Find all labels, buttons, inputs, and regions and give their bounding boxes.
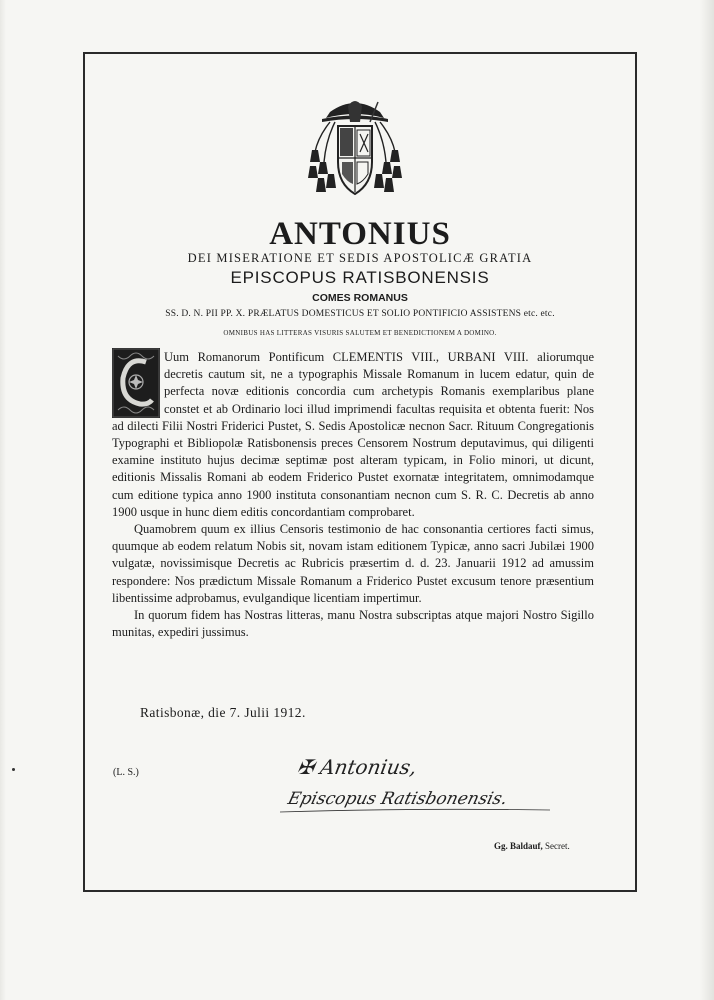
title-line-dei-gratia: DEI MISERATIONE ET SEDIS APOSTOLICÆ GRATIA [187, 251, 533, 265]
signature-line-1: ✠ Antonius, [295, 755, 419, 779]
locus-sigilli: (L. S.) [113, 767, 139, 778]
bishop-name-heading: ANTONIUS [269, 216, 451, 252]
secretary-signature [494, 841, 570, 851]
handwritten-signature [260, 752, 570, 822]
secretary-title: Secret. [545, 841, 570, 851]
coat-of-arms-icon [300, 92, 410, 204]
signature-line-2: Episcopus Ratisbonensis. [285, 789, 510, 809]
paragraph-2: Quamobrem quum ex illius Censoris testimonio de hac consonantia certiores facti simus, quumque ab eodem relatum Nobis sit, novam istam editionem Typicæ, anno sacri Jubilæi 1900 vulgatæ, novissimisque Decretis ac Rubricis præsertim d. d. 23. Januarii 1912 ad amussim respondere: Nos prædictum Missale Romanum a Friderico Pustet excusum tenore præsentium libentissime adprobamus, evulgandique licentiam impertimur. [112, 522, 594, 605]
paragraph-1: Uum Romanorum Pontificum CLEMENTIS VIII., URBANI VIII. aliorumque decretis cautum sit, ne a typographis Missale Romanum in lucem edatur, quin de perfecta novæ editionis concordia cum archetypis Romanis exemplaribus plane constet et ab Ordinario loci illud imprimendi facultas requisita et obtenta fuerit: Nos ad dilecti Filii Nostri Friderici Pustet, S. Sedis Apostolicæ necnon Sacr. Rituum Congregationis Typographi et Bibliopolæ Ratisbonensis preces Censorem Nostrum deputavimus, qui diligenti examine instituto hujus decimæ septimæ post alteram typicam, in Folio minori, ut dicunt, editionis Missalis Romani ab eodem Friderico Pustet exornatæ integritatem, omnimodamque cum editione typica anno 1900 instituta consonantiam necnon cum S. R. C. Decretis ab anno 1900 usque in hunc diem editis concordantiam comprobaret. [112, 350, 594, 519]
title-line-praelatus: SS. D. N. PII PP. X. PRÆLATUS DOMESTICUS ET SOLIO PONTIFICIO ASSISTENS etc. etc. [165, 309, 555, 319]
illuminated-initial [112, 348, 160, 418]
decree-date: Ratisbonæ, die 7. Julii 1912. [140, 705, 306, 720]
decree-body [112, 349, 594, 641]
title-line-comes: COMES ROMANUS [312, 292, 408, 304]
title-line-salutem: OMNIBUS HAS LITTERAS VISURIS SALUTEM ET BENEDICTIONEM A DOMINO. [223, 329, 497, 337]
paragraph-3: In quorum fidem has Nostras litteras, manu Nostra subscriptas atque majori Nostro Sigillo munitas, expediri jussimus. [112, 608, 594, 640]
secretary-name: Gg. Baldauf, [494, 841, 543, 851]
initial-ornament-icon [112, 348, 160, 418]
title-line-episcopus: EPISCOPUS RATISBONENSIS [230, 268, 490, 287]
scan-speck [12, 768, 15, 771]
